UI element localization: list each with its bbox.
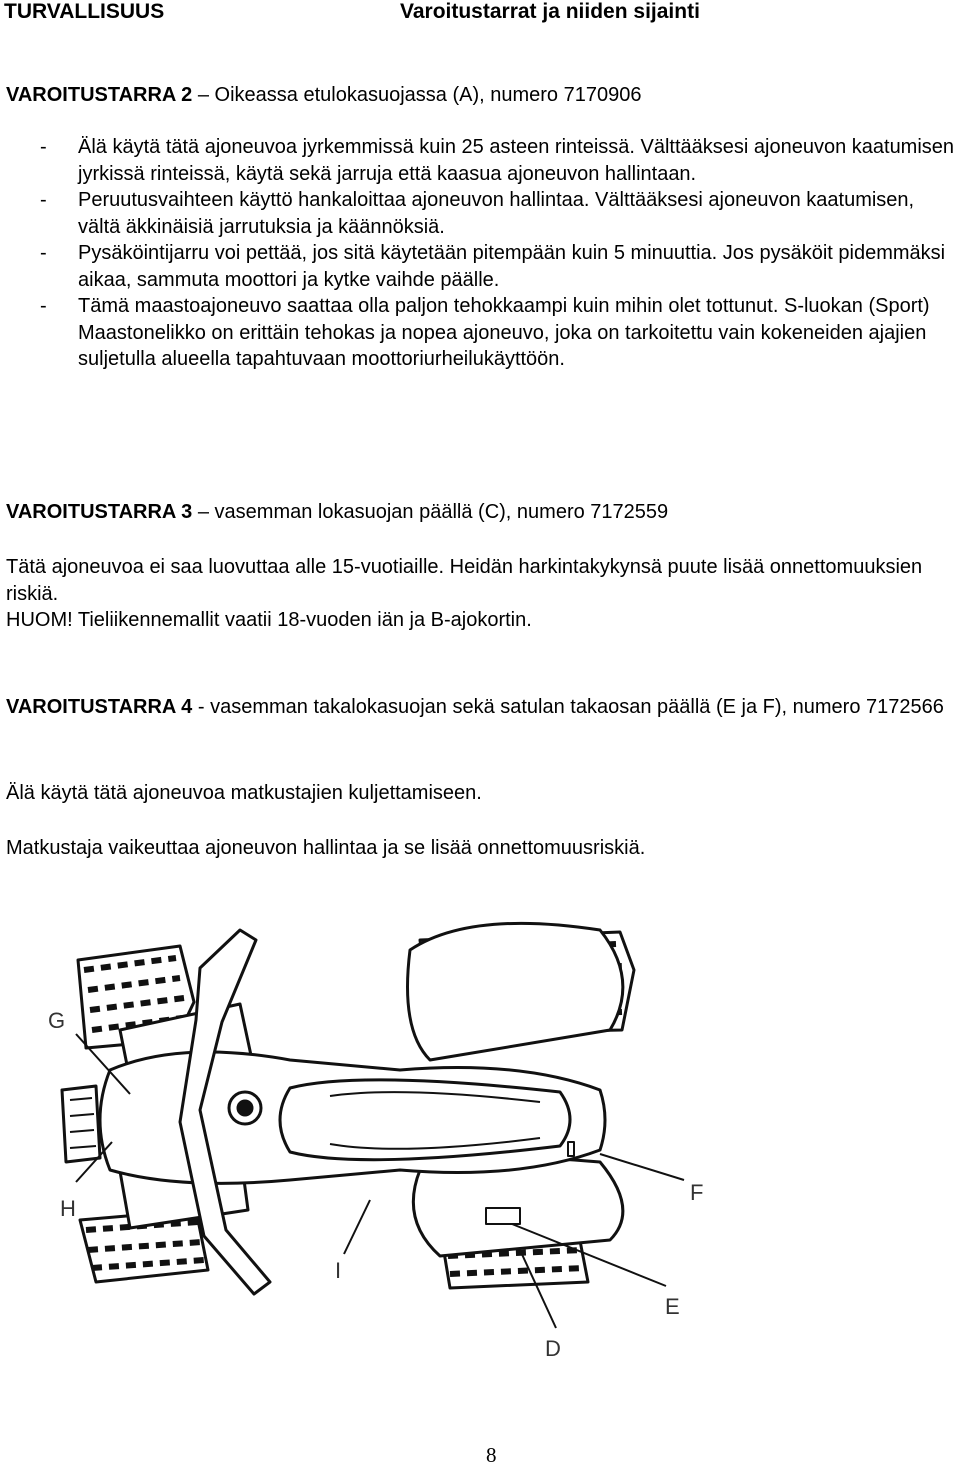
warning-label-2-bullets [6,134,956,373]
label-d: D [545,1336,561,1361]
front-bumper [62,1086,100,1162]
atv-top-view-figure [0,910,960,1380]
sticker-e-marker [486,1208,520,1224]
label-g: G [48,1008,66,1033]
label-e: E [665,1294,680,1319]
warning-label-4-location: - vasemman takalokasuojan sekä satulan takaosan päällä (E ja F), numero 7172566 [192,696,944,718]
warning-label-2-title: VAROITUSTARRA 2 [6,84,193,106]
warning-label-3-location: – vasemman lokasuojan päällä (C), numero 7172559 [192,501,669,523]
warning-label-3-body [6,554,956,634]
sticker-f-marker [568,1142,574,1156]
list-item: - Älä käytä tätä ajoneuvoa jyrkemmissä kuin 25 asteen rinteissä. Välttääksesi ajoneuvon kaatumisen jyrkissä rinteissä, käytä sekä jarruja että kaasua ajoneuvon hallintaan. [40,136,955,185]
rear-fender-top [408,923,623,1060]
label-i: I [335,1258,342,1283]
warning-label-4-text-2: Matkustaja vaikeuttaa ajoneuvon hallintaa ja se lisää onnettomuusriskiä. [6,837,646,859]
warning-label-3-text: Tätä ajoneuvoa ei saa luovuttaa alle 15-vuotiaille. Heidän harkintakykynsä puute lisää onnettomuuksien riskiä. [6,556,923,605]
list-item: - Tämä maastoajoneuvo saattaa olla paljon tehokkaampi kuin mihin olet tottunut. S-luokan (Sport) Maastonelikko on erittäin tehokas ja nopea ajoneuvo, joka on tarkoitettu vain kokeneiden ajajien suljetulla alueella tapahtuvaan moottoriurheilukäyttöön. [40,295,930,370]
warning-label-4-text: Älä käytä tätä ajoneuvoa matkustajien kuljettamiseen. [6,782,482,804]
warning-label-3-note: HUOM! Tieliikennemallit vaatii 18-vuoden iän ja B-ajokortin. [6,609,532,631]
label-f: F [690,1180,704,1205]
page-number: 8 [486,1443,497,1467]
warning-label-4-title: VAROITUSTARRA 4 [6,696,193,718]
list-item: - Peruutusvaihteen käyttö hankaloittaa ajoneuvon hallintaa. Välttääksesi ajoneuvon kaatumisen, vältä äkkinäisiä jarrutuksia ja käännöksiä. [40,189,915,238]
list-item: - Pysäköintijarru voi pettää, jos sitä käytetään pitempään kuin 5 minuuttia. Jos pysäköit pidemmäksi aikaa, sammuta moottori ja kytke vaihde päälle. [40,242,946,291]
header-section-title: TURVALLISUUS [4,0,165,23]
warning-label-4-heading [6,694,956,721]
header-chapter-title: Varoitustarrat ja niiden sijainti [400,0,700,23]
atv-body [100,1052,605,1183]
warning-label-3-heading [6,499,956,526]
label-h: H [60,1196,76,1221]
warning-label-3-title: VAROITUSTARRA 3 [6,501,193,523]
warning-label-2-heading [6,82,956,109]
warning-label-2-location: – Oikeassa etulokasuojassa (A), numero 7170906 [192,84,642,106]
